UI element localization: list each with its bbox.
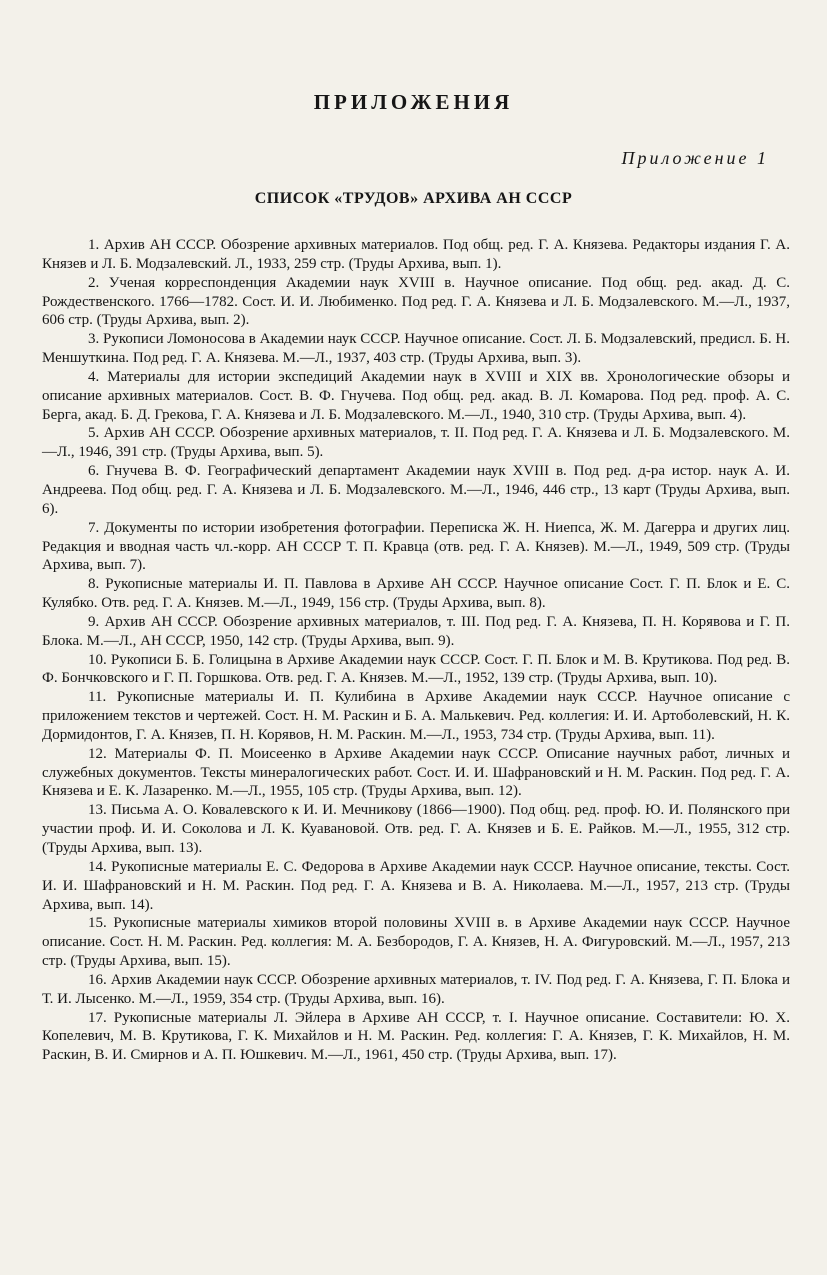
publication-list [42,236,790,1065]
list-item: 17. Рукописные материалы Л. Эйлера в Архиве АН СССР, т. I. Научное описание. Составители: Ю. Х. Копелевич, М. В. Крутикова, Г. К. Михайлов и Н. М. Раскин. Ред. коллегия: Г. А. Князев, Г. К. Михайлов, Н. М. Раскин, В. И. Смирнов и А. П. Юшкевич. М.—Л., 1961, 450 стр. (Труды Архива, вып. 17). [42,1009,790,1064]
list-item: 13. Письма А. О. Ковалевского к И. И. Мечникову (1866—1900). Под общ. ред. проф. Ю. И. Полянского при участии проф. И. И. Соколова и Л. К. Куавановой. Отв. ред. Г. А. Князев и Б. Е. Райков. М.—Л., 1955, 312 стр. (Труды Архива, вып. 13). [42,802,790,856]
list-title: СПИСОК «ТРУДОВ» АРХИВА АН СССР [254,190,573,207]
list-item: 4. Материалы для истории экспедиций Академии наук в XVIII и XIX вв. Хронологические обзоры и описание архивных материалов. Сост. В. Ф. Гнучева. Под общ. ред. акад. В. Л. Комарова. Под ред. проф. А. С. Берга, акад. Б. Д. Грекова, Г. А. Князева и Л. Б. Модзалевского. М.—Л., 1940, 310 стр. (Труды Архива, вып. 4). [42,368,790,423]
list-item: 5. Архив АН СССР. Обозрение архивных материалов, т. II. Под ред. Г. А. Князева и Л. Б. Модзалевского. М.—Л., 1946, 391 стр. (Труды Архива, вып. 5). [42,425,790,461]
list-item: 11. Рукописные материалы И. П. Кулибина в Архиве Академии наук СССР. Научное описание с приложением текстов и чертежей. Сост. Н. М. Раскин и Б. А. Малькевич. Ред. коллегия: И. И. Артоболевский, Н. К. Дормидонтов, Г. А. Князев, П. Н. Корявов, Н. М. Раскин. М.—Л., 1953, 734 стр. (Труды Архива, вып. 11). [42,689,790,743]
list-item: 9. Архив АН СССР. Обозрение архивных материалов, т. III. Под ред. Г. А. Князева, П. Н. Корявова и Г. П. Блока. М.—Л., АН СССР, 1950, 142 стр. (Труды Архива, вып. 9). [42,613,790,649]
list-item: 12. Материалы Ф. П. Моисеенко в Архиве Академии наук СССР. Описание научных работ, личных и служебных документов. Тексты минералогических работ. Сост. И. И. Шафрановский и Н. М. Раскин. Под ред. Г. А. Князева и Е. К. Лазаренко. М.—Л., 1955, 105 стр. (Труды Архива, вып. 12). [42,745,790,800]
list-item: 7. Документы по истории изобретения фотографии. Переписка Ж. Н. Ниепса, Ж. М. Дагерра и других лиц. Редакция и вводная часть чл.-корр. АН СССР Т. П. Кравца (отв. ред. Г. А. Князев). М.—Л., 1949, 509 стр. (Труды Архива, вып. 7). [42,519,790,574]
list-item: 1. Архив АН СССР. Обозрение архивных материалов. Под общ. ред. Г. А. Князева. Редакторы издания Г. А. Князев и Л. Б. Модзалевский. Л., 1933, 259 стр. (Труды Архива, вып. 1). [42,237,790,272]
page-title: ПРИЛОЖЕНИЯ [313,90,514,114]
appendix-label: Приложение 1 [621,148,769,168]
list-item: 6. Гнучева В. Ф. Географический департамент Академии наук XVIII в. Под ред. д-ра истор. наук А. И. Андреева. Под общ. ред. Г. А. Князева и Л. Б. Модзалевского. М.—Л., 1946, 446 стр., 13 карт (Труды Архива, вып. 6). [42,463,790,517]
list-item: 15. Рукописные материалы химиков второй половины XVIII в. в Архиве Академии наук СССР. Научное описание. Сост. Н. М. Раскин. Ред. коллегия: М. А. Безбородов, Г. А. Князев, Н. А. Фигуровский. М.—Л., 1957, 213 стр. (Труды Архива, вып. 15). [42,915,790,970]
list-item: 14. Рукописные материалы Е. С. Федорова в Архиве Академии наук СССР. Научное описание, тексты. Сост. И. И. Шафрановский и Н. М. Раскин. Под ред. Г. А. Князева и В. А. Николаева. М.—Л., 1957, 213 стр. (Труды Архива, вып. 14). [42,858,790,913]
list-item: 3. Рукописи Ломоносова в Академии наук СССР. Научное описание. Сост. Л. Б. Модзалевский, предисл. Б. Н. Меншуткина. Под ред. Г. А. Князева. М.—Л., 1937, 403 стр. (Труды Архива, вып. 3). [42,331,790,367]
list-item: 10. Рукописи Б. Б. Голицына в Архиве Академии наук СССР. Сост. Г. П. Блок и М. В. Крутикова. Под ред. В. Ф. Бончковского и Г. П. Горшкова. Отв. ред. Г. А. Князев. М.—Л., 1952, 139 стр. (Труды Архива, вып. 10). [42,651,790,687]
list-item: 2. Ученая корреспонденция Академии наук XVIII в. Научное описание. Под общ. ред. акад. Д. С. Рождественского. 1766—1782. Сост. И. И. Любименко. Под ред. Г. А. Князева и Л. Б. Модзалевского. М.—Л., 1937, 606 стр. (Труды Архива, вып. 2). [42,274,790,329]
list-item: 8. Рукописные материалы И. П. Павлова в Архиве АН СССР. Научное описание Сост. Г. П. Блок и Е. С. Кулябко. Отв. ред. Г. А. Князев. М.—Л., 1949, 156 стр. (Труды Архива, вып. 8). [42,576,790,612]
list-item: 16. Архив Академии наук СССР. Обозрение архивных материалов, т. IV. Под ред. Г. А. Князева, Г. П. Блока и Т. И. Лысенко. М.—Л., 1959, 354 стр. (Труды Архива, вып. 16). [42,971,790,1007]
